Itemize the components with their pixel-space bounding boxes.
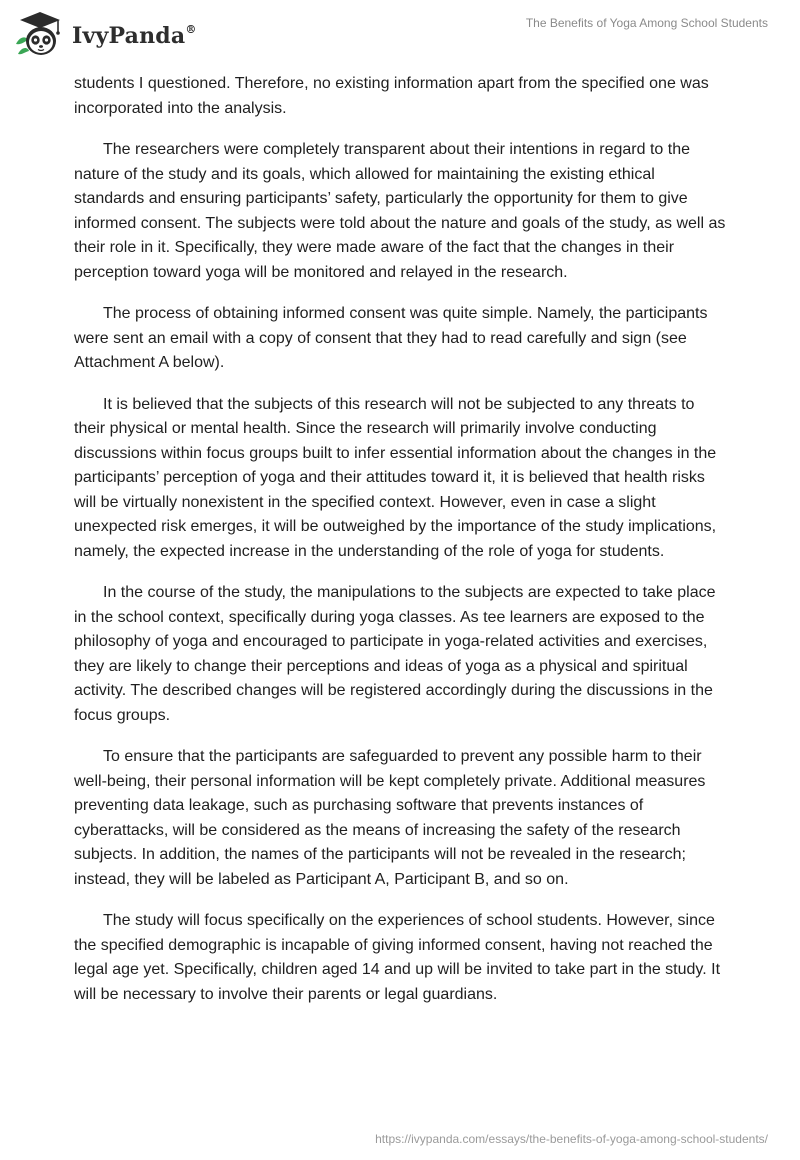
brand-logo[interactable] — [14, 10, 197, 60]
paragraph: In the course of the study, the manipulations to the subjects are expected to take place in the school context, specifically during yoga classes. As tee learners are exposed to the philosophy of yoga and encouraged to participate in yoga-related activities and exercises, they are likely to change their perceptions and ideas of yoga as a physical and spiritual activity. The described changes will be registered accordingly during the discussions in the focus groups. — [74, 584, 716, 724]
paragraph: The researchers were completely transparent about their intentions in regard to the nature of the study and its goals, which allowed for maintaining the existing ethical standards and ensuring participants’ safety, particularly the opportunity for them to give informed consent. The subjects were told about the nature and goals of the study, as well as their role in it. Specifically, they were made aware of the fact that the changes in their perception toward yoga will be monitored and relayed in the research. — [74, 141, 726, 281]
document-title: The Benefits of Yoga Among School Students — [525, 16, 768, 30]
page-header — [0, 0, 800, 70]
paragraph: The process of obtaining informed consent was quite simple. Namely, the participants were sent an email with a copy of consent that they had to read carefully and sign (see Attachment A below). — [74, 305, 708, 371]
essay-body — [74, 72, 726, 1024]
paragraph: students I questioned. Therefore, no existing information apart from the specified one was incorporated into the analysis. — [74, 75, 709, 117]
panda-logo-icon — [14, 10, 66, 60]
paragraph: The study will focus specifically on the experiences of school students. However, since the specified demographic is incapable of giving informed consent, having not reached the legal age yet. Specifically, children aged 14 and up will be invited to take part in the study. It will be necessary to involve their parents or legal guardians. — [74, 912, 721, 1003]
paragraph: To ensure that the participants are safeguarded to prevent any possible harm to their well-being, their personal information will be kept completely private. Additional measures preventing data leakage, such as purchasing software that prevents instances of cyberattacks, will be considered as the means of increasing the safety of the research subjects. In addition, the names of the participants will not be revealed in the research; instead, they will be labeled as Participant A, Participant B, and so on. — [74, 748, 706, 888]
paragraph: It is believed that the subjects of this research will not be subjected to any threats to their physical or mental health. Since the research will primarily involve conducting discussions within focus groups built to infer essential information about the changes in the participants’ perception of yoga and their attitudes toward it, it is believed that health risks will be virtually nonexistent in the specified context. However, even in case a slight unexpected risk emerges, it will be outweighed by the importance of the study implications, namely, the expected increase in the understanding of the role of yoga for students. — [74, 395, 717, 560]
brand-name: IvyPanda® — [72, 22, 197, 49]
source-url-link[interactable]: https://ivypanda.com/essays/the-benefits-of-yoga-among-school-students/ — [375, 1132, 768, 1146]
